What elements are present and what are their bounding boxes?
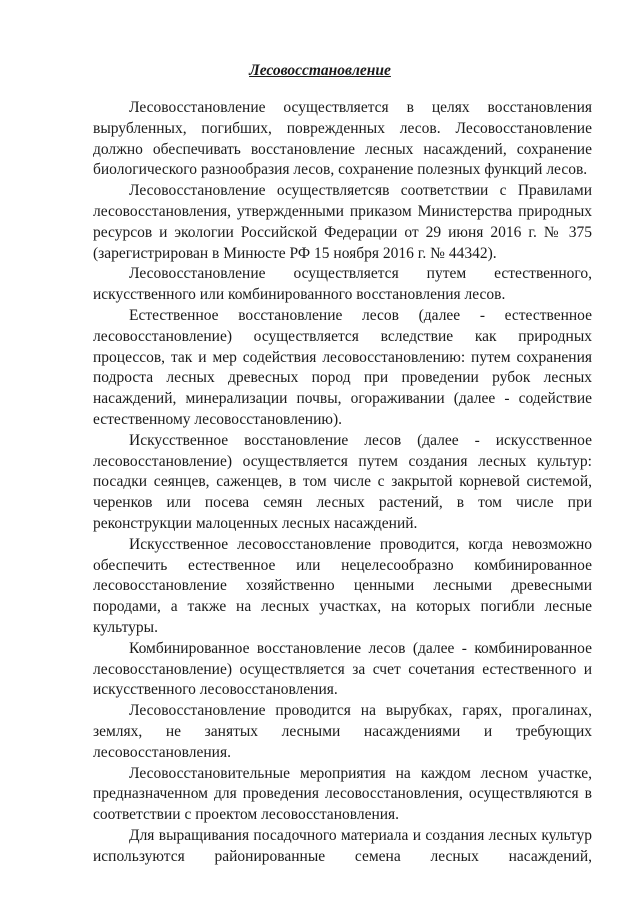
paragraph: Лесовосстановительные мероприятия на каждом лесном участке, предназначенном для проведения лесовосстановления, осуществляются в соответствии с проектом лесовосстановления. — [93, 764, 592, 824]
document-body — [93, 98, 592, 867]
paragraph: Искусственное лесовосстановление проводится, когда невозможно обеспечить естественное или нецелесообразно комбинированное лесовосстановление хозяйственно ценными лесными древесными породами, а также на лесных участках, на которых погибли лесные культуры. — [93, 535, 592, 636]
paragraph: Лесовосстановление осуществляется путем естественного, искусственного или комбинированного восстановления лесов. — [93, 265, 592, 304]
paragraph: Комбинированное восстановление лесов (далее - комбинированное лесовосстановление) осуществляется за счет сочетания естественного и искусственного лесовосстановления. — [93, 639, 592, 699]
paragraph: Лесовосстановление осуществляется в целях восстановления вырубленных, погибших, поврежденных лесов. Лесовосстановление должно обеспечивать восстановление лесных насаждений, сохранение биологического разнообразия лесов, сохранение полезных функций лесов. — [93, 99, 592, 179]
paragraph: Естественное восстановление лесов (далее - естественное лесовосстановление) осуществляется вследствие как природных процессов, так и мер содействия лесовосстановлению: путем сохранения подроста лесных древесных пород при проведении рубок лесных насаждений, минерализации почвы, огораживании (далее - содействие естественному лесовосстановлению). — [93, 306, 592, 428]
paragraph: Лесовосстановление проводится на вырубках, гарях, прогалинах, землях, не занятых лесными насаждениями и требующих лесовосстановления. — [93, 702, 592, 761]
paragraph: Искусственное восстановление лесов (далее - искусственное лесовосстановление) осуществляется путем создания лесных культур: посадки сеянцев, саженцев, в том числе с закрытой корневой системой, черенков или посева семян лесных растений, в том числе при реконструкции малоценных лесных насаждений. — [93, 431, 592, 532]
document-title: Лесовосстановление — [249, 62, 391, 79]
paragraph: Для выращивания посадочного материала и создания лесных культур используются районированные семена лесных насаждений, — [93, 826, 592, 865]
paragraph: Лесовосстановление осуществляетсяв соответствии с Правилами лесовосстановления, утвержденными приказом Министерства природных ресурсов и экологии Российской Федерации от 29 июня 2016 г. № 375 (зарегистрирован в Минюсте РФ 15 ноября 2016 г. № 44342). — [93, 182, 592, 262]
